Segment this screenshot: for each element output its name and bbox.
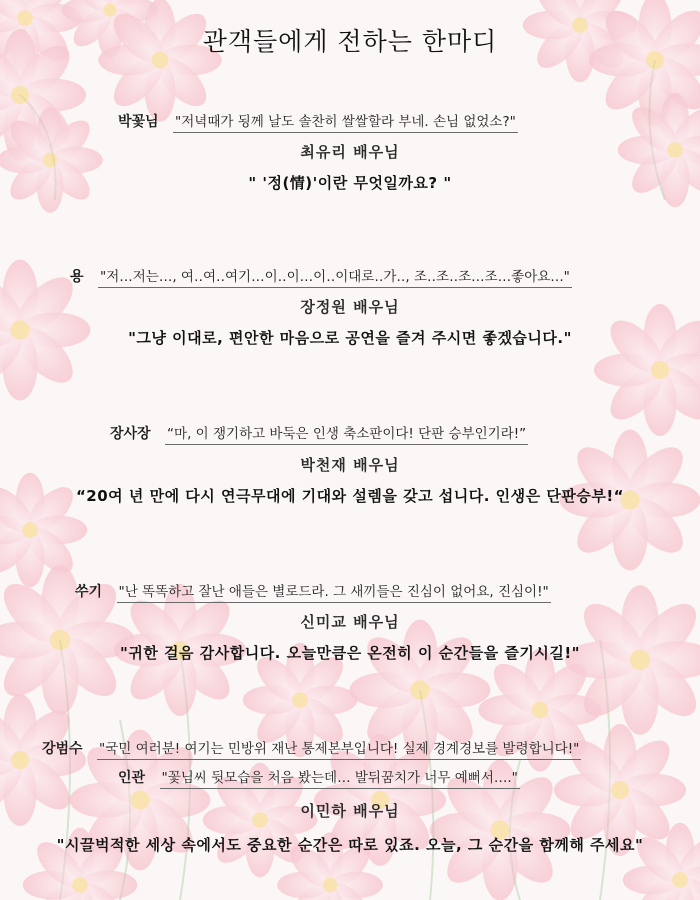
character-line: [42, 737, 581, 758]
character-line: [118, 766, 520, 787]
actor-comment: " '정(情)'이란 무엇일까요? ": [248, 174, 452, 192]
character-quote: "국민 여러분! 여기는 민방위 재난 통제본부입니다! 실제 경계경보를 발령합니다!": [97, 741, 581, 760]
actor-name: 박천재 배우님: [300, 456, 400, 474]
actor-name: 장정원 배우님: [300, 298, 400, 316]
actor-comment: “20여 년 만에 다시 연극무대에 기대와 설렘을 갖고 섭니다. 인생은 단판승부!“: [75, 487, 625, 505]
actor-name: 신미교 배우님: [300, 613, 400, 631]
character-line: [75, 580, 551, 601]
character-name: 용: [70, 269, 84, 285]
character-quote: "저…저는…, 여‥여‥여기…이‥이…이‥이대로‥가‥, 조‥조‥조…조…좋아요‥.": [98, 269, 572, 288]
character-name: 인관: [118, 770, 146, 786]
actor-name: 이민하 배우님: [300, 802, 400, 820]
character-quote: "난 똑똑하고 잘난 애들은 별로드라. 그 새끼들은 진심이 없어요, 진심이!": [117, 584, 551, 603]
character-name: 장사장: [110, 426, 151, 442]
character-quote: "꽃님씨 뒷모습을 처음 봤는데… 발뒤꿈치가 너무 예뻐서….": [160, 770, 520, 789]
character-name: 박꽃님: [118, 114, 159, 130]
character-name: 강범수: [42, 741, 83, 757]
actor-name: 최유리 배우님: [300, 143, 400, 161]
character-line: [118, 110, 518, 131]
actor-comment: "시끌벅적한 세상 속에서도 중요한 순간은 따로 있죠. 오늘, 그 순간을 함께해 주세요": [56, 836, 644, 854]
character-name: 쑤기: [75, 584, 103, 600]
page-title: 관객들에게 전하는 한마디: [202, 27, 498, 56]
character-quote: “마, 이 쟁기하고 바둑은 인생 축소판이다! 단판 승부인기라!”: [165, 426, 528, 445]
actor-comment: "귀한 걸음 감사합니다. 오늘만큼은 온전히 이 순간들을 즐기시길!": [120, 644, 580, 662]
character-line: [110, 422, 528, 443]
character-line: [70, 265, 572, 286]
actor-comment: "그냥 이대로, 편안한 마음으로 공연을 즐겨 주시면 좋겠습니다.": [128, 329, 572, 347]
character-quote: "저녁때가 됭께 날도 솔찬히 쌀쌀할라 부네. 손님 없었소?": [173, 114, 518, 133]
